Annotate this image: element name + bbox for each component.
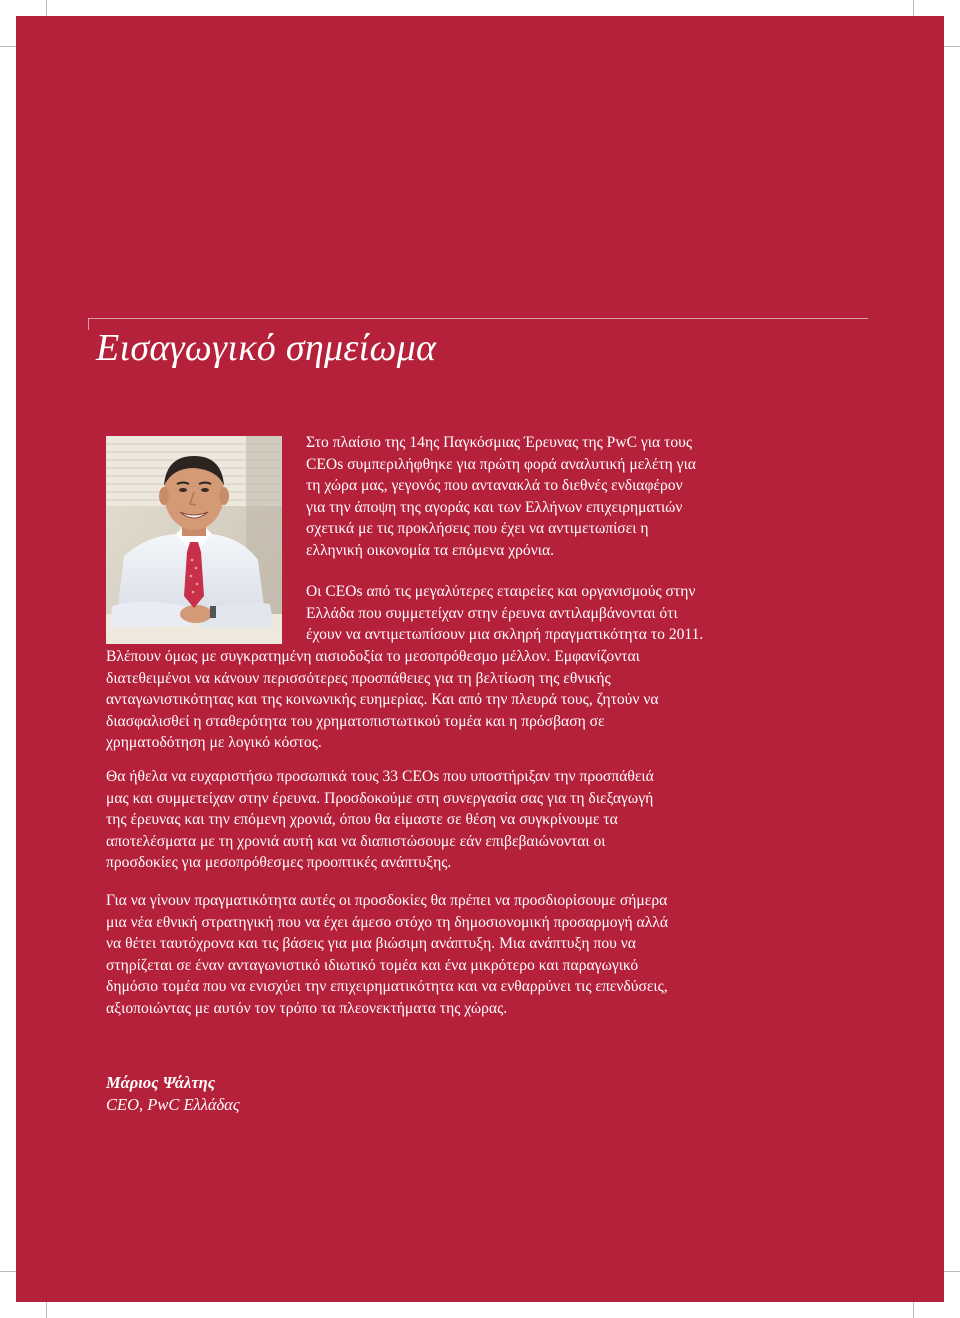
text-line: μας και συμμετείχαν στην έρευνα. Προσδοκούμε στη συνεργασία σας για τη διεξαγωγή	[106, 789, 654, 807]
text-line: δημόσιο τομέα που να ενισχύει την επιχειρηματικότητα και να ενθαρρύνει τις επενδύσεις,	[106, 978, 668, 996]
text-line: Βλέπουν όμως με συγκρατημένη αισιοδοξία το μεσοπρόθεσμο μέλλον. Εμφανίζονται	[106, 648, 640, 665]
text-line: Οι CEOs από τις μεγαλύτερες εταιρείες και οργανισμούς στην	[306, 583, 696, 600]
text-line: ανταγωνιστικότητας και της κοινωνικής ευημερίας. Και από την πλευρά τους, ζητούν να	[106, 691, 659, 709]
page-title: Εισαγωγικό σημείωμα	[96, 327, 437, 369]
thanks-paragraph	[106, 766, 826, 874]
text-line: CEOs συμπεριλήφθηκε για πρώτη φορά αναλυτική μελέτη για	[306, 455, 696, 473]
signature-role: CEO, PwC Ελλάδας	[106, 1095, 240, 1114]
text-line: διασφαλισθεί η σταθερότητα του χρηματοπιστωτικού τομέα και η πρόσβαση σε	[106, 712, 605, 730]
text-line: σχετικά με τις προκλήσεις που έχει να αντιμετωπίσει η	[306, 520, 649, 538]
text-line: αξιοποιώντας με αυτόν τον τρόπο τα πλεονεκτήματα της χώρας.	[106, 999, 508, 1017]
text-line: στηρίζεται σε έναν ανταγωνιστικό ιδιωτικό τομέα και ένα μικρότερο και παραγωγικό	[106, 956, 639, 974]
text-line: Ελλάδα που συμμετείχαν στην έρευνα αντιλαμβάνονται ότι	[306, 604, 678, 622]
text-line: της έρευνας και την επόμενη χρονιά, όπου θα είμαστε σε θέση να συγκρίνουμε τα	[106, 811, 618, 829]
text-line: Για να γίνουν πραγματικότητα αυτές οι προσδοκίες θα πρέπει να προσδιορίσουμε σήμερα	[106, 892, 668, 909]
text-line: αποτελέσματα με τη χρονιά αυτή και να διαπιστώσουμε εάν επιβεβαιώνονται οι	[106, 832, 606, 850]
signature-name: Μάριος Ψάλτης	[106, 1073, 216, 1092]
header-rule-tick	[88, 318, 89, 330]
text-line: για την άποψη της αγοράς και των Ελλήνων επιχειρηματιών	[306, 498, 683, 516]
page	[16, 16, 944, 1302]
header-rule	[88, 318, 868, 319]
ceos-paragraph-intro	[306, 581, 806, 646]
strategy-paragraph	[106, 890, 826, 1020]
ceo-portrait	[106, 436, 282, 644]
text-line: μια νέα εθνική στρατηγική που να έχει άμεσο στόχο τη δημοσιονομική προσαρμογή αλλά	[106, 913, 669, 931]
intro-paragraph	[306, 432, 806, 562]
text-line: έχουν να αντιμετωπίσουν μια σκληρή πραγματικότητα το 2011.	[306, 626, 704, 644]
text-line: τη χώρα μας, γεγονός που αντανακλά το διεθνές ενδιαφέρον	[306, 477, 683, 495]
text-line: ελληνική οικονομία τα επόμενα χρόνια.	[306, 541, 555, 559]
ceos-paragraph-rest	[106, 646, 826, 754]
text-line: Θα ήθελα να ευχαριστήσω προσωπικά τους 33 CEOs που υποστήριξαν την προσπάθειά	[106, 768, 654, 785]
signature-block	[106, 1072, 240, 1116]
text-line: προσδοκίες για μεσοπρόθεσμες προοπτικές ανάπτυξης.	[106, 854, 452, 872]
ceo-portrait-graphic	[106, 436, 282, 644]
text-line: διατεθειμένοι να κάνουν περισσότερες προσπάθειες για τη βελτίωση της εθνικής	[106, 669, 611, 687]
text-line: χρηματοδότηση με λογικό κόστος.	[106, 734, 322, 752]
text-line: να θέτει ταυτόχρονα και τις βάσεις για μια βιώσιμη ανάπτυξη. Μια ανάπτυξη που να	[106, 935, 636, 953]
text-line: Στο πλαίσιο της 14ης Παγκόσμιας Έρευνας της PwC για τους	[306, 434, 693, 451]
